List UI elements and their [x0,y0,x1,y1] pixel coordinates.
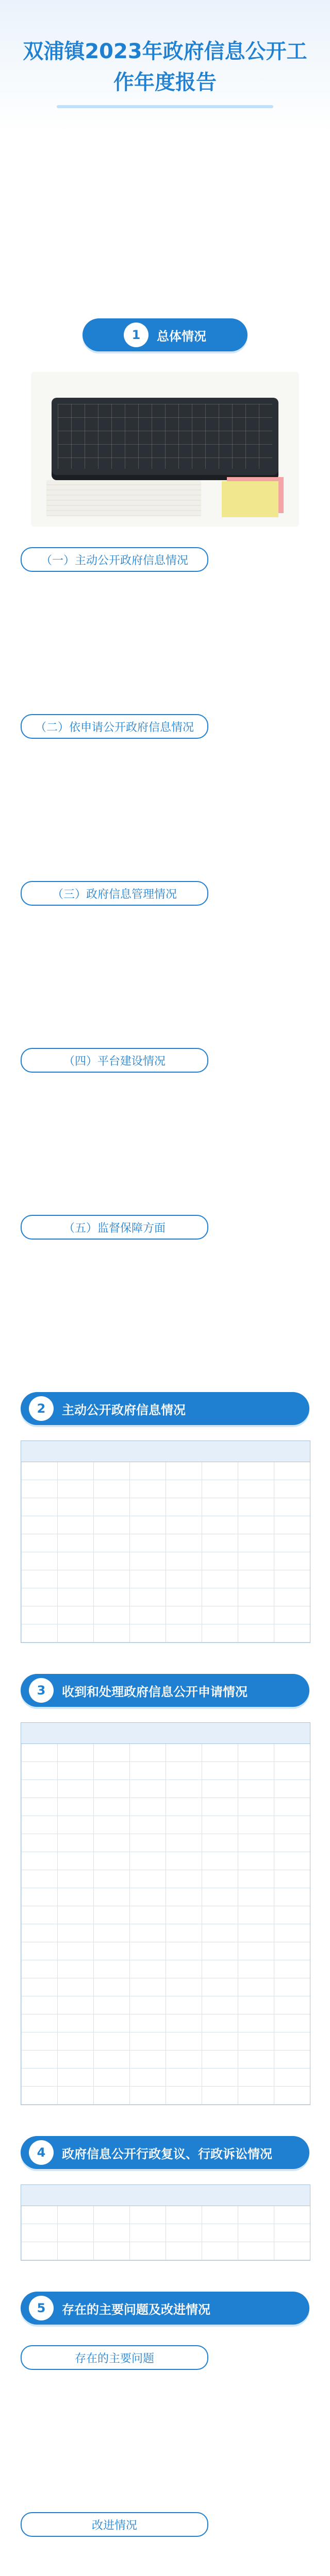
section-2-number: 2 [29,1396,54,1421]
table-row [21,1480,310,1498]
table-row [21,1516,310,1534]
subsection-5-1-text [21,2388,309,2492]
subsection-1-2-title: （二）依申请公开政府信息情况 [21,714,208,739]
section-2-title: 主动公开政府信息情况 [62,1402,186,1417]
table-row [21,1996,310,2014]
title-underline [57,105,273,108]
table-row [21,1606,310,1624]
table-header [21,1441,310,1462]
review-litigation-table [21,2184,310,2261]
table-row [21,1870,310,1888]
section-3-title: 收到和处理政府信息公开申请情况 [62,1684,248,1699]
table-row [21,1834,310,1852]
section-3-header [21,1674,309,1707]
table-row [21,1852,310,1870]
subsection-1-2-text [21,757,309,860]
keyboard-graphic [52,398,278,475]
sticky-notes-graphic [222,481,278,517]
subsection-1-4-text [21,1091,309,1194]
table-row [21,1906,310,1924]
subsection-1-5-text [21,1258,309,1361]
application-handling-table [21,1722,310,2105]
table-row [21,1570,310,1588]
table-header [21,1723,310,1744]
section-5-header [21,2292,309,2325]
table-row [21,1462,310,1480]
proactive-disclosure-table [21,1440,310,1643]
table-row [21,1816,310,1834]
table-row [21,2087,310,2105]
intro-paragraph [21,133,309,287]
table-row [21,2069,310,2087]
table-row [21,1888,310,1906]
table-row [21,1552,310,1570]
section-2-header [21,1392,309,1425]
table-row [21,1744,310,1762]
keyboard-photo [31,372,299,527]
subsection-5-2-text [21,2555,309,2576]
table-row [21,2224,310,2242]
table-row [21,1978,310,1996]
table-row [21,2206,310,2224]
table-row [21,1924,310,1942]
table-row [21,1798,310,1816]
subsection-1-3-text [21,924,309,1027]
table-row [21,2050,310,2069]
section-4-header [21,2136,309,2169]
subsection-1-1-title: （一）主动公开政府信息情况 [21,547,208,572]
table-row [21,1588,310,1606]
section-4-title: 政府信息公开行政复议、行政诉讼情况 [62,2146,272,2161]
section-5-number: 5 [29,2296,54,2320]
table-row [21,1498,310,1516]
subsection-1-5-title: （五）监督保障方面 [21,1215,208,1240]
subsection-5-2-title: 改进情况 [21,2512,208,2537]
table-row [21,2014,310,2032]
subsection-1-4-title: （四）平台建设情况 [21,1048,208,1073]
section-3-number: 3 [29,1678,54,1703]
table-row [21,1624,310,1642]
table-row [21,1942,310,1960]
page-title: 双浦镇2023年政府信息公开工作年度报告 [23,40,307,94]
paper-graphic [46,480,201,516]
table-header [21,2185,310,2206]
table-row [21,1534,310,1552]
subsection-5-1-title: 存在的主要问题 [21,2345,208,2370]
section-1-header [82,318,248,351]
section-4-number: 4 [29,2140,54,2165]
table-row [21,2032,310,2050]
table-row [21,2242,310,2260]
subsection-1-1-text [21,590,309,693]
section-5-title: 存在的主要问题及改进情况 [62,2302,210,2317]
section-1-number: 1 [124,323,148,347]
table-row [21,1960,310,1978]
table-row [21,1780,310,1798]
table-row [21,1762,310,1780]
subsection-1-3-title: （三）政府信息管理情况 [21,881,208,906]
section-1-title: 总体情况 [157,329,206,344]
